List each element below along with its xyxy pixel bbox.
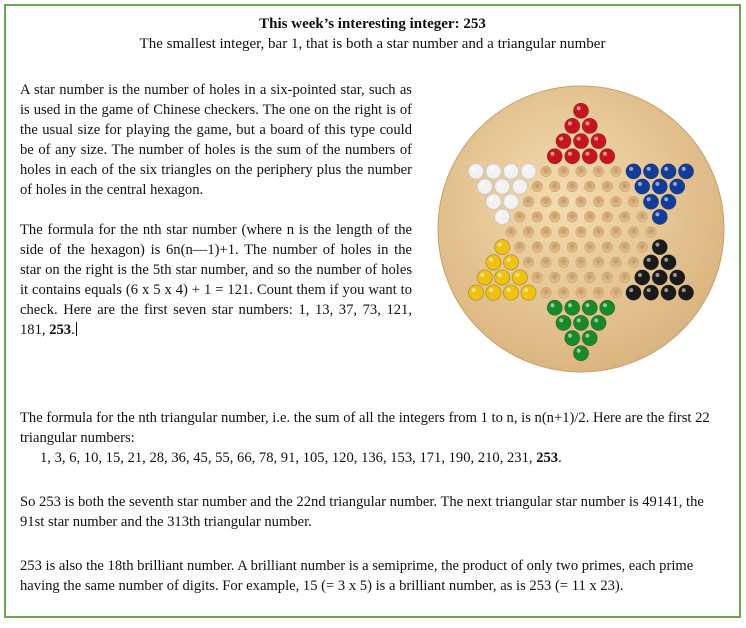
board-hole: [620, 212, 630, 222]
board-hole: [541, 227, 551, 237]
marble: [495, 179, 510, 194]
marble: [678, 164, 693, 179]
board-hole: [576, 196, 586, 206]
marble: [503, 164, 518, 179]
marble: [661, 194, 676, 209]
board-hole: [558, 196, 568, 206]
marble-highlight: [498, 182, 502, 186]
marble-highlight: [664, 167, 668, 171]
board-hole: [532, 272, 542, 282]
board-hole: [611, 166, 621, 176]
marble: [512, 179, 527, 194]
marble-highlight: [585, 121, 589, 125]
marble-highlight: [507, 167, 511, 171]
paragraph-end: .: [71, 322, 75, 338]
marble: [652, 209, 667, 224]
marble-highlight: [673, 182, 677, 186]
marble-highlight: [585, 334, 589, 338]
marble-highlight: [585, 152, 589, 156]
marble: [565, 118, 580, 133]
paragraph-triangular-star: [20, 492, 728, 532]
marble: [661, 164, 676, 179]
marble: [573, 315, 588, 330]
chinese-checkers-board-image: [436, 84, 726, 374]
marble: [652, 270, 667, 285]
marble-highlight: [498, 243, 502, 247]
board-hole: [550, 181, 560, 191]
board-hole: [611, 257, 621, 267]
marble: [556, 315, 571, 330]
board-hole: [515, 242, 525, 252]
marble-highlight: [489, 167, 493, 171]
marble-highlight: [664, 288, 668, 292]
marble-highlight: [664, 258, 668, 262]
marble: [600, 149, 615, 164]
paragraph-star-number-definition: A star number is the number of holes in a six-pointed star, such as is used in the game of Chinese checkers. The one on the right is of the usual size for playing the game, but a board of this type could be of any size. The number of holes is the sum of the numbers of holes in each of the six triangles on the periphery plus the number of holes in the central hexagon.: [20, 82, 412, 198]
marble-highlight: [550, 303, 554, 307]
marble-highlight: [673, 273, 677, 277]
marble-highlight: [664, 197, 668, 201]
board-hole: [628, 196, 638, 206]
board-hole: [602, 272, 612, 282]
marble-highlight: [585, 303, 589, 307]
marble: [643, 285, 658, 300]
list-text: 1, 3, 6, 10, 15, 21, 28, 36, 45, 55, 66, 78, 91, 105, 120, 136, 153, 171, 190, 210, 231,: [40, 450, 537, 466]
triangular-number-list: [20, 448, 728, 468]
board-hole: [611, 227, 621, 237]
board-hole: [593, 227, 603, 237]
marble-highlight: [507, 258, 511, 262]
board-hole: [576, 287, 586, 297]
marble: [670, 270, 685, 285]
marble-highlight: [638, 273, 642, 277]
highlight-253: 253: [49, 322, 72, 338]
marble-highlight: [568, 152, 572, 156]
marble-highlight: [489, 197, 493, 201]
marble-highlight: [568, 121, 572, 125]
marble-highlight: [594, 318, 598, 322]
board-hole: [558, 257, 568, 267]
board-hole: [585, 242, 595, 252]
marble-highlight: [550, 152, 554, 156]
board-hole: [602, 242, 612, 252]
page-title: This week’s interesting integer: 253: [259, 16, 486, 32]
board-hole: [593, 196, 603, 206]
board-hole: [558, 227, 568, 237]
marble: [635, 179, 650, 194]
marble-highlight: [480, 182, 484, 186]
marble: [495, 209, 510, 224]
marble: [486, 194, 501, 209]
marble: [582, 330, 597, 345]
marble: [573, 346, 588, 361]
marble: [503, 194, 518, 209]
marble-highlight: [507, 197, 511, 201]
board-hole: [576, 227, 586, 237]
marble: [547, 149, 562, 164]
board-hole: [602, 212, 612, 222]
marble: [503, 255, 518, 270]
board-hole: [567, 272, 577, 282]
marble: [661, 255, 676, 270]
board-hole: [558, 287, 568, 297]
paragraph-text: So 253 is both the seventh star number and the 22nd triangular number. The next triangular star number is 49141, the 91st star number and the 313th triangular number.: [20, 494, 704, 530]
marble: [626, 285, 641, 300]
marble-highlight: [655, 212, 659, 216]
marble-highlight: [603, 152, 607, 156]
board-hole: [541, 166, 551, 176]
marble: [643, 164, 658, 179]
marble-highlight: [655, 182, 659, 186]
marble-highlight: [507, 288, 511, 292]
marble: [678, 285, 693, 300]
board-hole: [515, 212, 525, 222]
board-hole: [558, 166, 568, 176]
marble: [582, 118, 597, 133]
marble-highlight: [498, 273, 502, 277]
marble: [635, 270, 650, 285]
marble: [600, 300, 615, 315]
marble-highlight: [682, 167, 686, 171]
marble: [565, 149, 580, 164]
board-hole: [576, 166, 586, 176]
board-hole: [541, 196, 551, 206]
board-hole: [611, 287, 621, 297]
paragraph-triangular-numbers: [20, 408, 728, 468]
marble-highlight: [524, 167, 528, 171]
marble-highlight: [647, 258, 651, 262]
marble: [565, 300, 580, 315]
board-hole: [541, 287, 551, 297]
marble-highlight: [472, 167, 476, 171]
marble-highlight: [577, 349, 581, 353]
board-hole: [523, 196, 533, 206]
board-hole: [602, 181, 612, 191]
board-hole: [593, 257, 603, 267]
list-end: .: [558, 450, 562, 466]
highlight-253: 253: [536, 450, 559, 466]
marble: [486, 164, 501, 179]
marble: [495, 240, 510, 255]
board-hole: [585, 181, 595, 191]
marble-highlight: [594, 137, 598, 141]
paragraph-text: The formula for the nth triangular number, i.e. the sum of all the integers from 1 to n, is n(n+1)/2. Here are the first 22 triangular numbers:: [20, 410, 710, 446]
marble: [670, 179, 685, 194]
marble-highlight: [568, 303, 572, 307]
marble: [661, 285, 676, 300]
board-hole: [567, 212, 577, 222]
marble: [503, 285, 518, 300]
marble-highlight: [568, 334, 572, 338]
marble: [591, 315, 606, 330]
board-hole: [593, 287, 603, 297]
marble-highlight: [524, 288, 528, 292]
marble-highlight: [655, 243, 659, 247]
marble: [486, 255, 501, 270]
marble-highlight: [515, 182, 519, 186]
marble: [582, 149, 597, 164]
marble-highlight: [577, 106, 581, 110]
board-hole: [620, 181, 630, 191]
marble-highlight: [655, 273, 659, 277]
marble: [582, 300, 597, 315]
paragraph-text: The formula for the nth star number (where n is the length of the side of the hexagon) is 6n(n—1)+1. The number of holes in the star on the right is the 5th star number, and so the number of holes it contains equals (6 x 5 x 4) + 1 = 121. Count them if you want to check. Here are the first seven star numbers: 1, 13, 37, 73, 121, 181,: [20, 222, 412, 338]
board-hole: [541, 257, 551, 267]
left-column: [20, 80, 412, 360]
marble-highlight: [489, 288, 493, 292]
board-hole: [620, 242, 630, 252]
marble: [573, 103, 588, 118]
article-frame: [4, 4, 741, 618]
marble: [643, 255, 658, 270]
marble: [468, 164, 483, 179]
board-hole: [593, 166, 603, 176]
marble-highlight: [638, 182, 642, 186]
marble: [521, 164, 536, 179]
marble: [643, 194, 658, 209]
board-hole: [550, 272, 560, 282]
board-hole: [585, 212, 595, 222]
paragraph-text: 253 is also the 18th brilliant number. A brilliant number is a semiprime, the product of only two primes, each prime having the same number of digits. For example, 15 (= 3 x 5) is a brilliant number, as is 253 (= 11 x 23).: [20, 558, 694, 594]
marble: [477, 270, 492, 285]
marble: [573, 133, 588, 148]
text-cursor: [76, 322, 77, 336]
marble: [512, 270, 527, 285]
board-hole: [585, 272, 595, 282]
marble: [652, 240, 667, 255]
marble-highlight: [577, 318, 581, 322]
board-hole: [523, 257, 533, 267]
board-hole: [523, 227, 533, 237]
marble-highlight: [480, 273, 484, 277]
board-hole: [550, 212, 560, 222]
board-hole: [637, 242, 647, 252]
board-hole: [506, 227, 516, 237]
board-hole: [532, 181, 542, 191]
marble: [468, 285, 483, 300]
marble-highlight: [603, 303, 607, 307]
marble: [556, 133, 571, 148]
paragraph-star-number-formula: [20, 220, 412, 340]
marble-highlight: [629, 288, 633, 292]
marble-highlight: [515, 273, 519, 277]
marble-highlight: [682, 288, 686, 292]
board-hole: [620, 272, 630, 282]
board-hole: [628, 227, 638, 237]
board-hole: [550, 242, 560, 252]
board-hole: [532, 212, 542, 222]
marble: [486, 285, 501, 300]
marble-highlight: [629, 167, 633, 171]
board-hole: [532, 242, 542, 252]
marble-highlight: [489, 258, 493, 262]
paragraph-brilliant-number: [20, 556, 728, 596]
board-hole: [637, 212, 647, 222]
marble: [626, 164, 641, 179]
board-hole: [611, 196, 621, 206]
marble-highlight: [559, 318, 563, 322]
marble: [477, 179, 492, 194]
board-hole: [567, 181, 577, 191]
marble: [652, 179, 667, 194]
marble-highlight: [559, 137, 563, 141]
marble: [547, 300, 562, 315]
board-hole: [628, 257, 638, 267]
marble-highlight: [647, 167, 651, 171]
marble: [521, 285, 536, 300]
marble: [565, 330, 580, 345]
marble-highlight: [498, 212, 502, 216]
board-hole: [646, 227, 656, 237]
marble-highlight: [472, 288, 476, 292]
page-subtitle: The smallest integer, bar 1, that is both a star number and a triangular number: [139, 36, 606, 52]
marble-highlight: [647, 288, 651, 292]
marble-highlight: [577, 137, 581, 141]
marble: [495, 270, 510, 285]
board-hole: [576, 257, 586, 267]
marble-highlight: [647, 197, 651, 201]
board-hole: [567, 242, 577, 252]
marble: [591, 133, 606, 148]
